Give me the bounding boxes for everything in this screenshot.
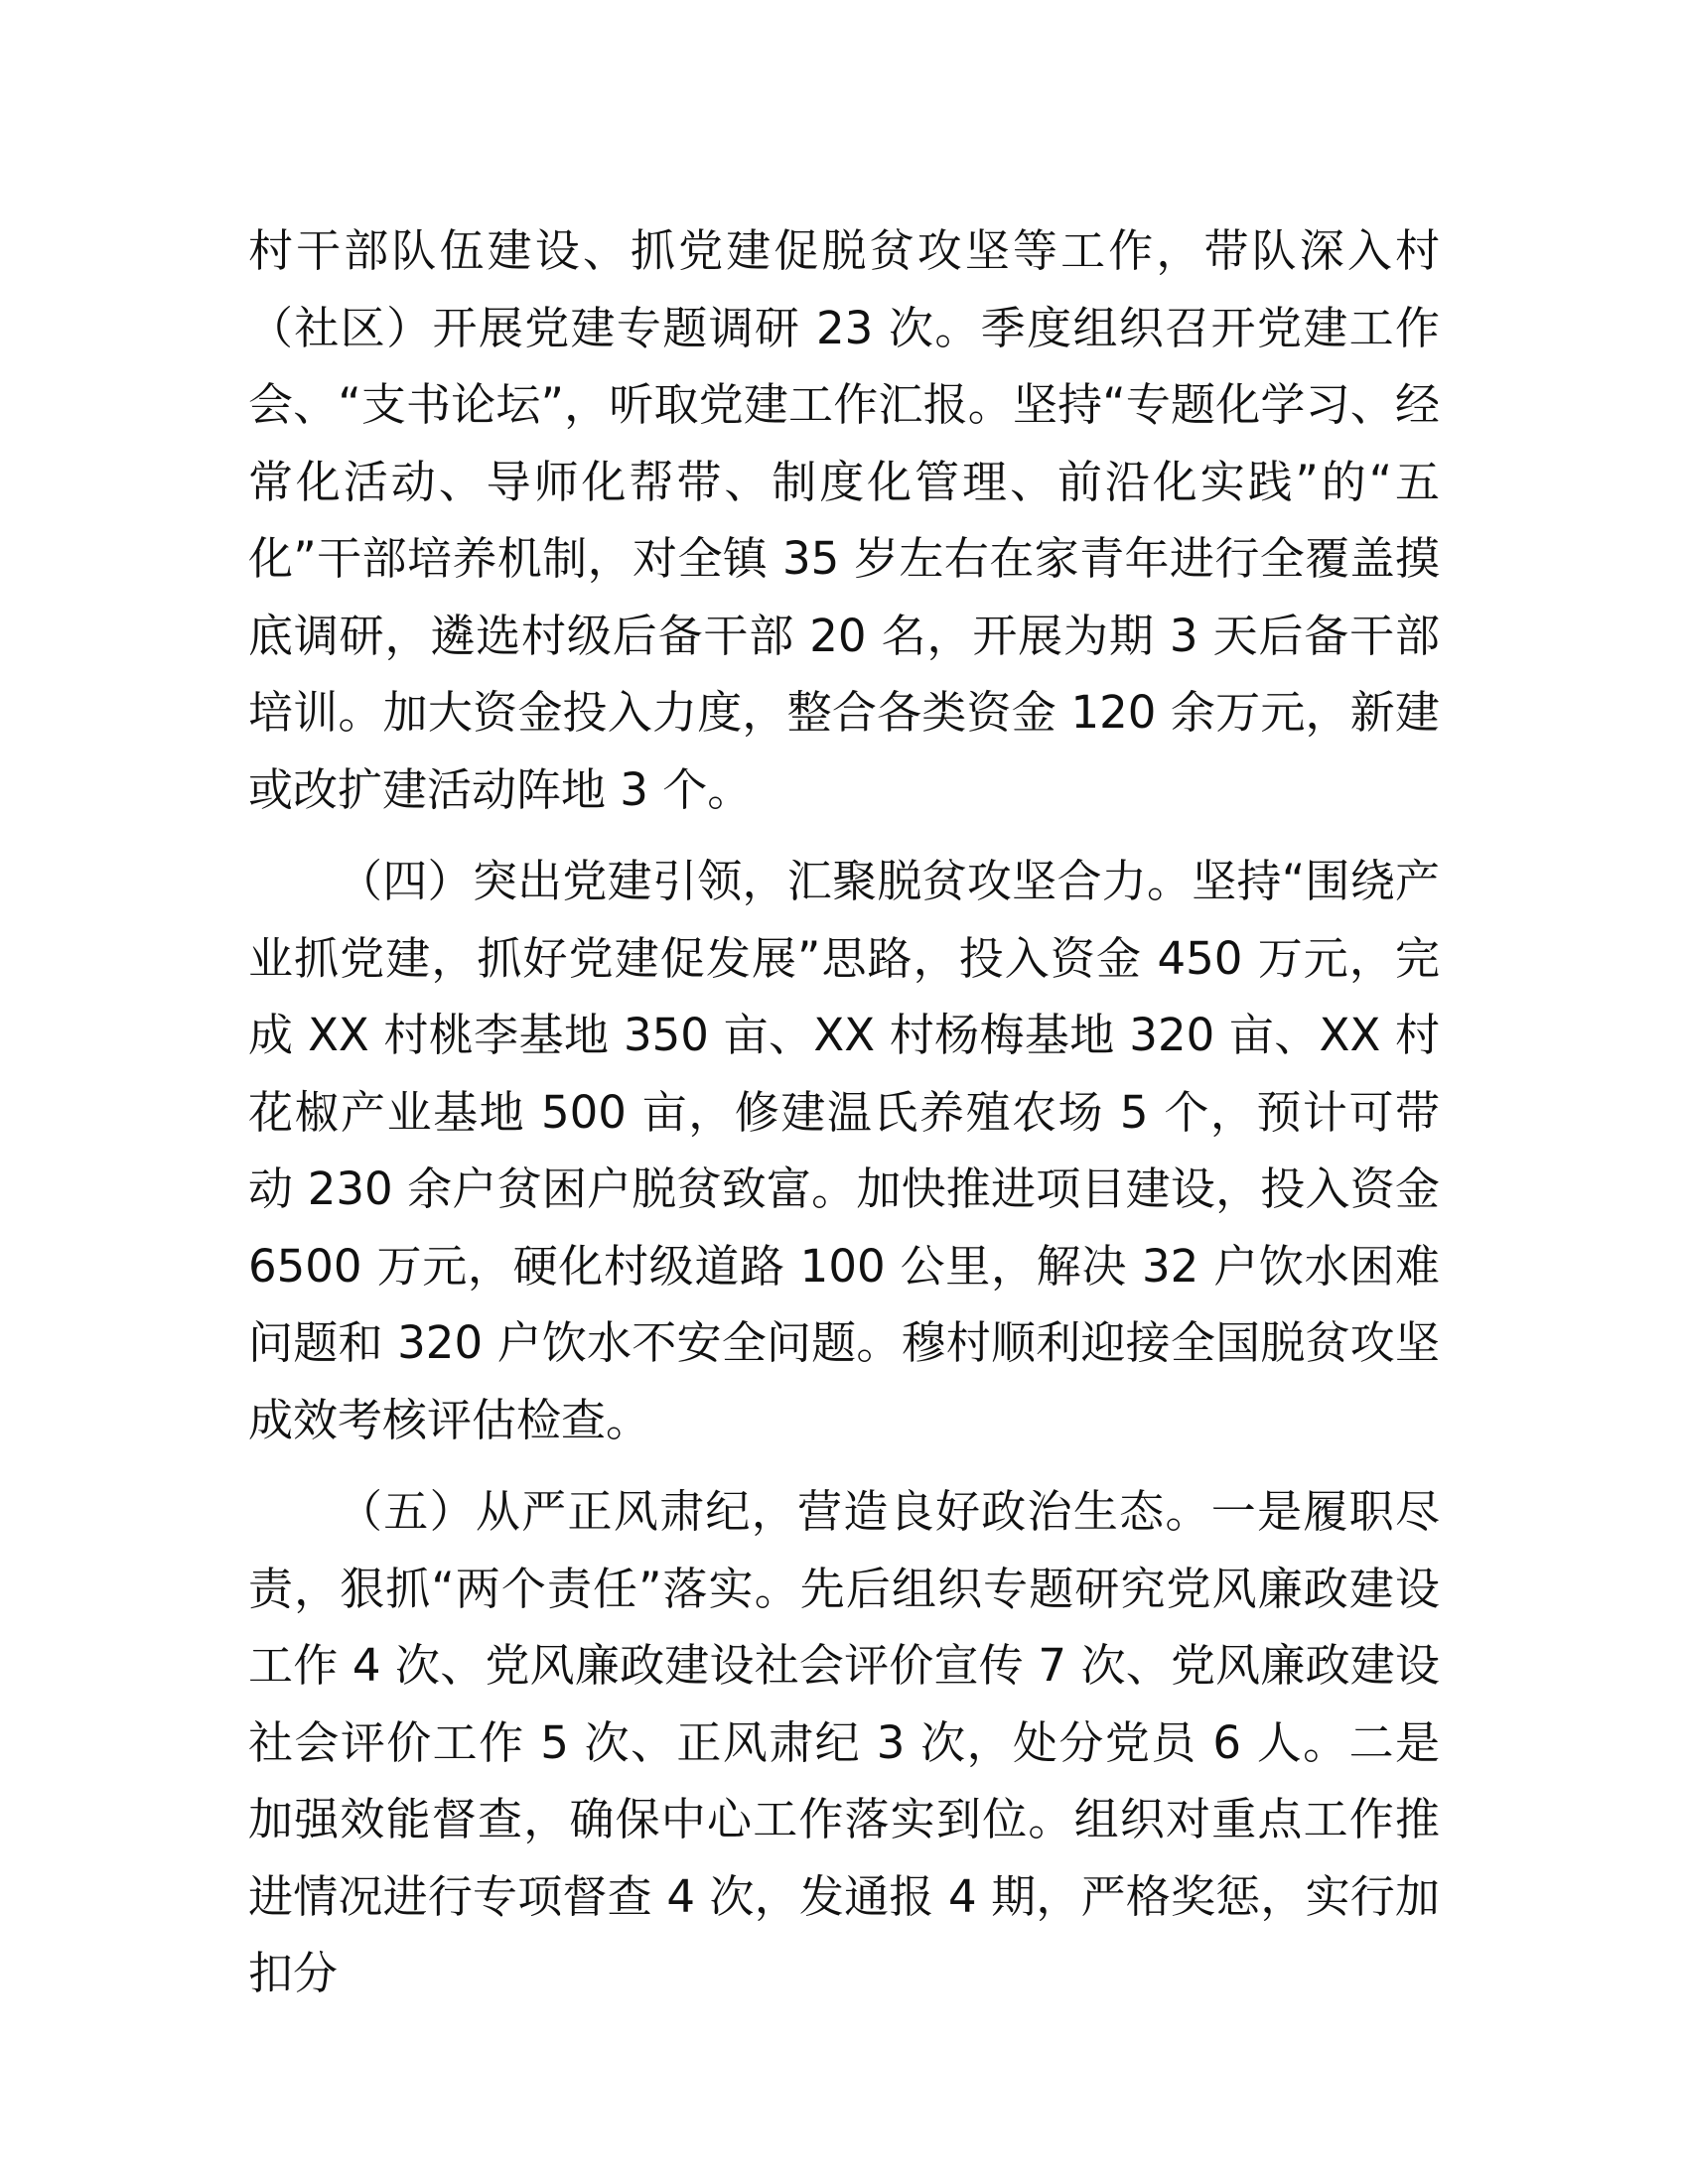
paragraph-section-four: （四）突出党建引领，汇聚脱贫攻坚合力。坚持“围绕产业抓党建，抓好党建促发展”思路，投入资金 450 万元，完成 XX 村桃李基地 350 亩、XX 村杨梅基地 320 亩、XX 村花椒产业基地 500 亩，修建温氏养殖农场 5 个，预计可带动 230 余户贫困户脱贫致富。加快推进项目建设，投入资金 6500 万元，硬化村级道路 100 公里，解决 32 户饮水困难问题和 320 户饮水不安全问题。穆村顺利迎接全国脱贫攻坚成效考核评估检查。 <box>248 855 1440 1446</box>
paragraph-continuation: 村干部队伍建设、抓党建促脱贫攻坚等工作，带队深入村（社区）开展党建专题调研 23 次。季度组织召开党建工作会、“支书论坛”，听取党建工作汇报。坚持“专题化学习、经常化活动、导师化帮带、制度化管理、前沿化实践”的“五化”干部培养机制，对全镇 35 岁左右在家青年进行全覆盖摸底调研，遴选村级后备干部 20 名，开展为期 3 天后备干部培训。加大资金投入力度，整合各类资金 120 余万元，新建或改扩建活动阵地 3 个。 <box>248 224 1440 816</box>
document-body <box>248 212 1440 2012</box>
paragraph-section-five: （五）从严正风肃纪，营造良好政治生态。一是履职尽责，狠抓“两个责任”落实。先后组织专题研究党风廉政建设工作 4 次、党风廉政建设社会评价宣传 7 次、党风廉政建设社会评价工作 5 次、正风肃纪 3 次，处分党员 6 人。二是加强效能督查，确保中心工作落实到位。组织对重点工作推进情况进行专项督查 4 次，发通报 4 期，严格奖惩，实行加扣分 <box>248 1485 1440 1999</box>
